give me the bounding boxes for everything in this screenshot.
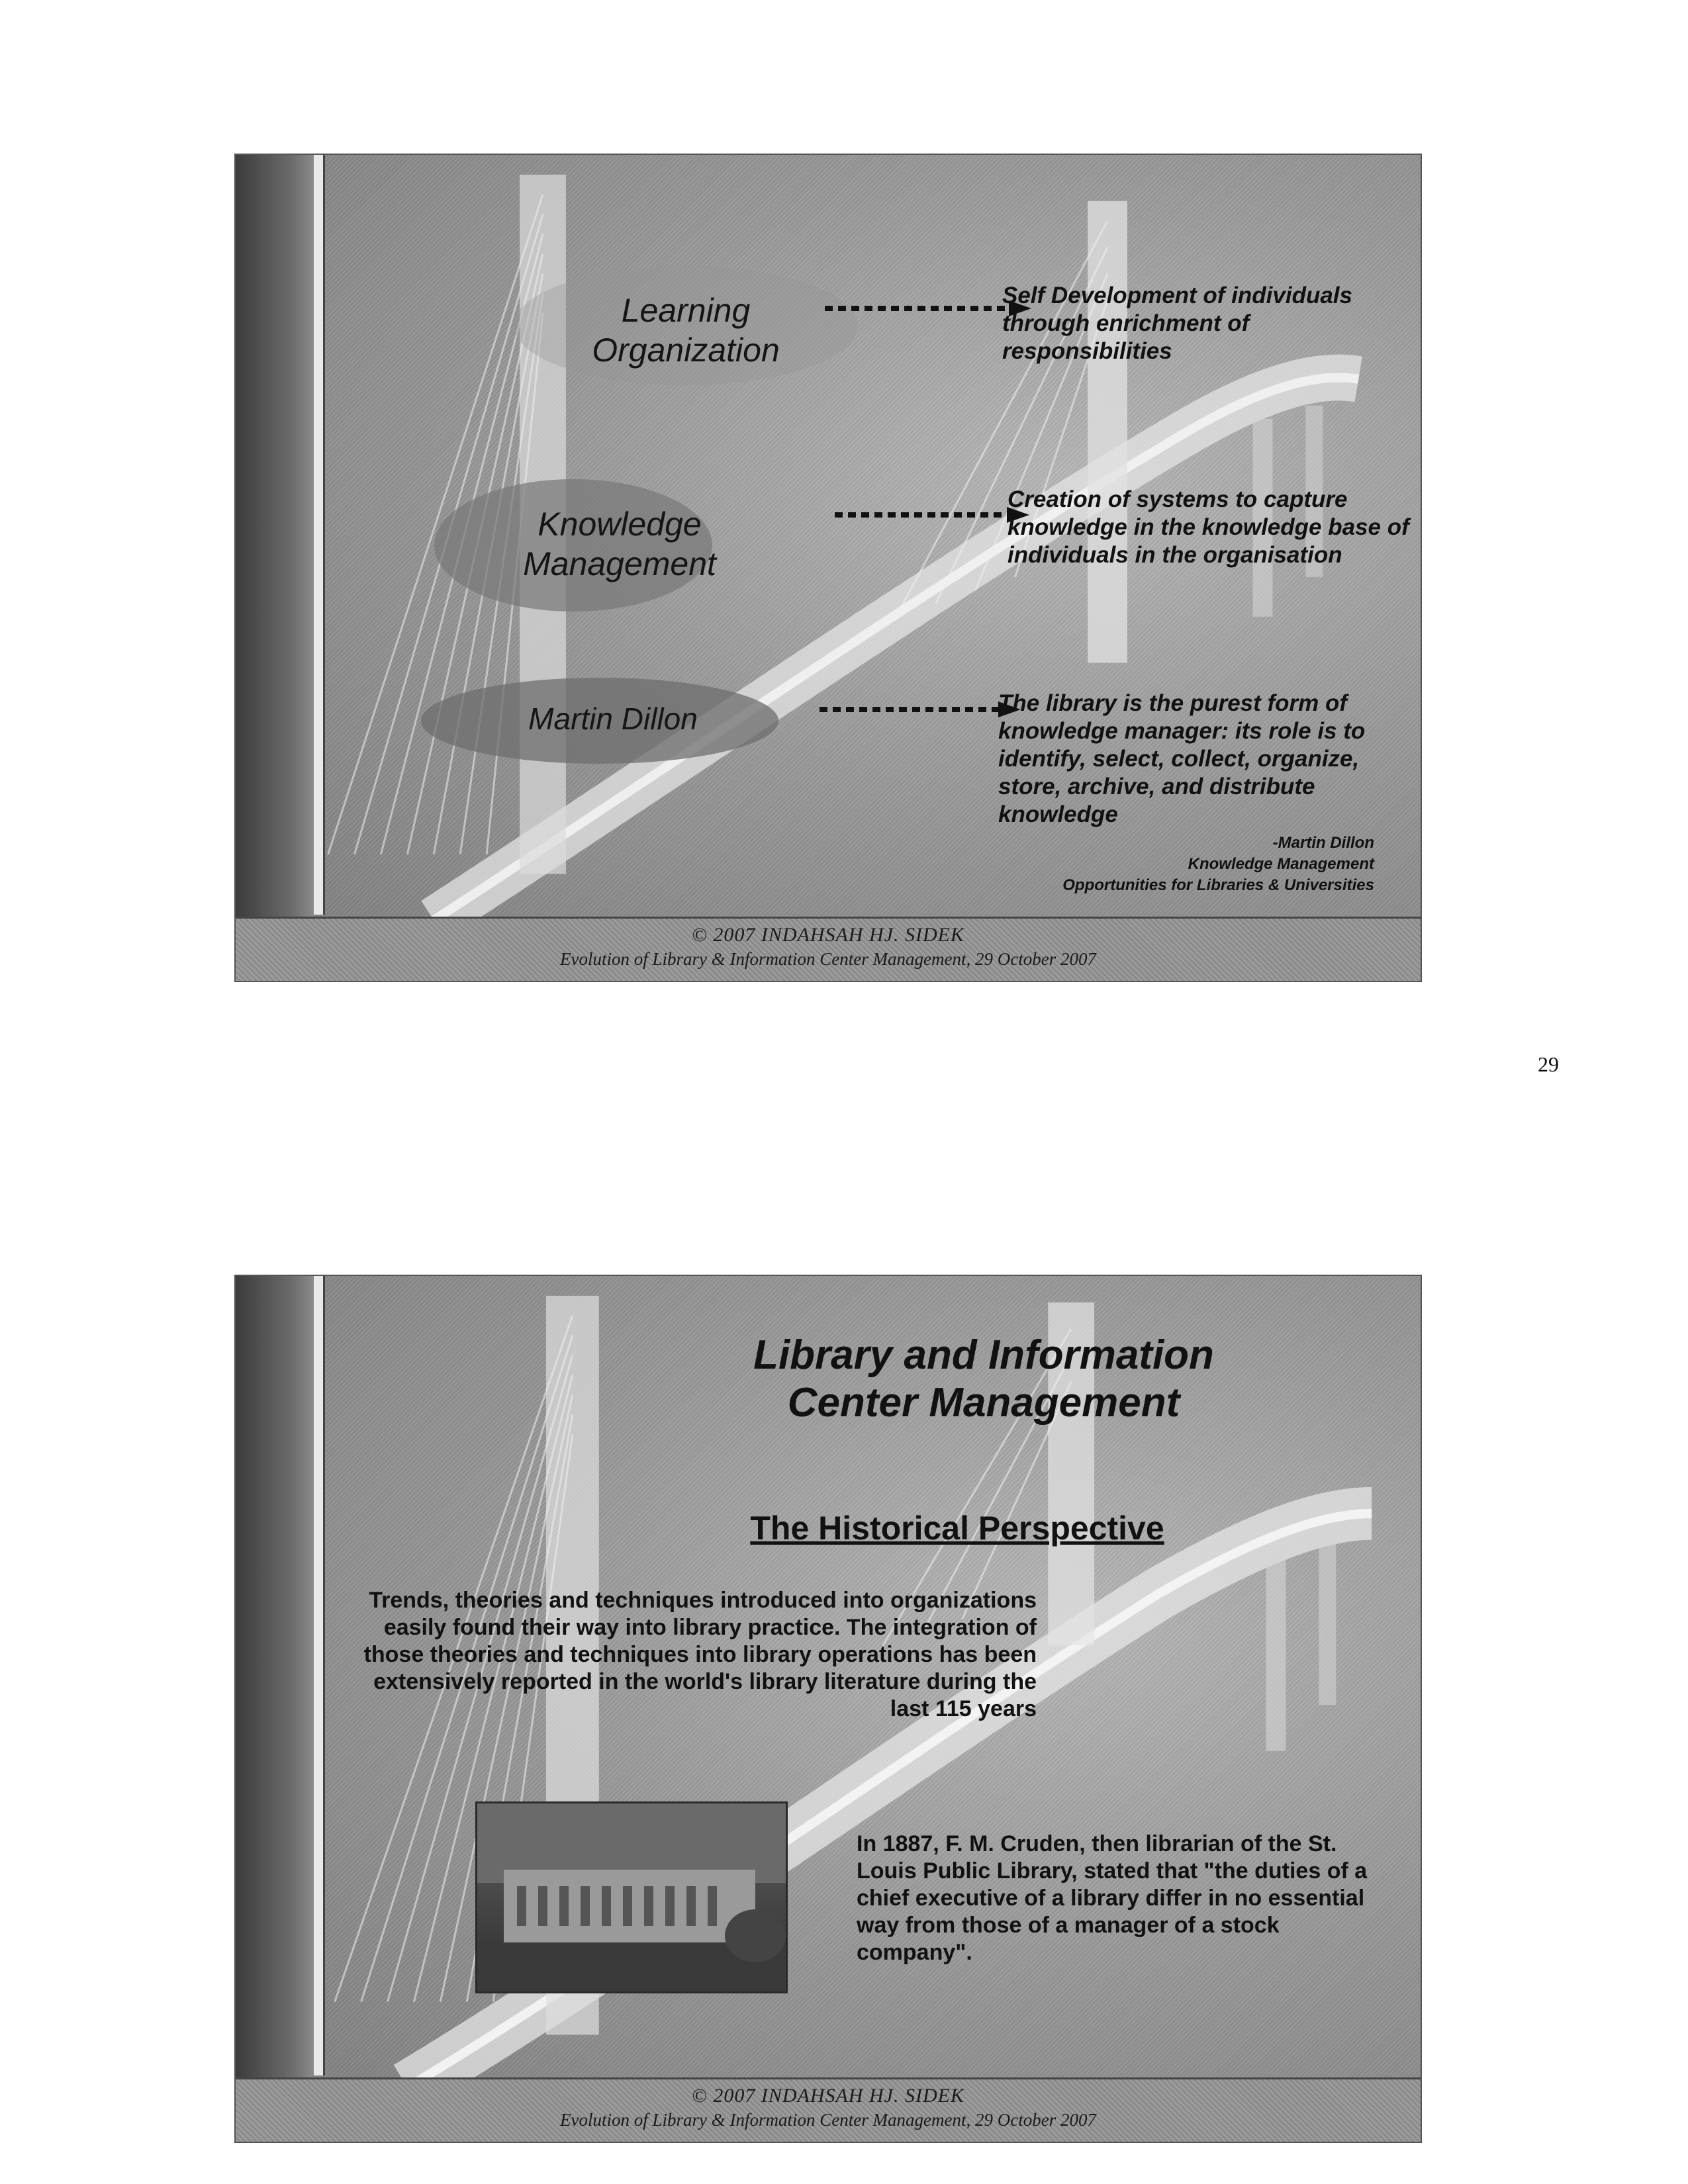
left-decorative-strip [236,1276,314,2142]
dotted-arrow-icon [835,502,1033,528]
description-learning-organization: Self Development of individuals through enrichment of responsibilities [1002,283,1352,364]
footer-event: Evolution of Library & Information Center Management, 29 October 2007 [560,2110,1096,2130]
quote-subtitle: Opportunities for Libraries & Universities [1062,876,1374,894]
description-martin-dillon: The library is the purest form of knowledge manager: its role is to identify, select, collect, organize, store, archive, and distribute knowledge [998,690,1366,827]
slide-title: Library and Information Center Management [753,1332,1214,1426]
quote-source [1062,833,1374,896]
slide-footer [236,2077,1421,2142]
footer-copyright: © 2007 INDAHSAH HJ. SIDEK [692,924,964,946]
slide-historical-perspective [234,1275,1422,2143]
left-vertical-bar [314,155,325,915]
quote-author: -Martin Dillon [1272,834,1374,852]
term-learning-organization: Learning Organization [592,292,780,369]
footer-copyright: © 2007 INDAHSAH HJ. SIDEK [692,2085,964,2107]
left-decorative-strip [236,155,314,981]
page-number: 29 [1538,1052,1559,1076]
quote-work: Knowledge Management [1188,855,1374,873]
dotted-arrow-icon [820,696,1025,723]
description-knowledge-management: Creation of systems to capture knowledge in the knowledge base of individuals in the organisation [1008,486,1409,568]
term-knowledge-management: Knowledge Management [523,506,716,582]
cruden-quote: In 1887, F. M. Cruden, then librarian of the St. Louis Public Library, stated that "the duties of a chief executive of a library differ in no essential way from those of a manager of a stock company". [857,1831,1368,1965]
slide-footer [236,917,1421,981]
library-building-photo [475,1801,788,1993]
left-vertical-bar [314,1276,325,2075]
term-martin-dillon: Martin Dillon [528,702,698,736]
slide-subtitle: The Historical Perspective [750,1510,1164,1547]
historical-paragraph: Trends, theories and techniques introduced into organizations easily found their way into library practice. The integration of those theories and techniques into library operations has been extensively reported in the world's library literature during the last 115 years [363,1588,1037,1721]
slide-knowledge-concepts [234,154,1422,982]
footer-event: Evolution of Library & Information Center Management, 29 October 2007 [560,949,1096,969]
